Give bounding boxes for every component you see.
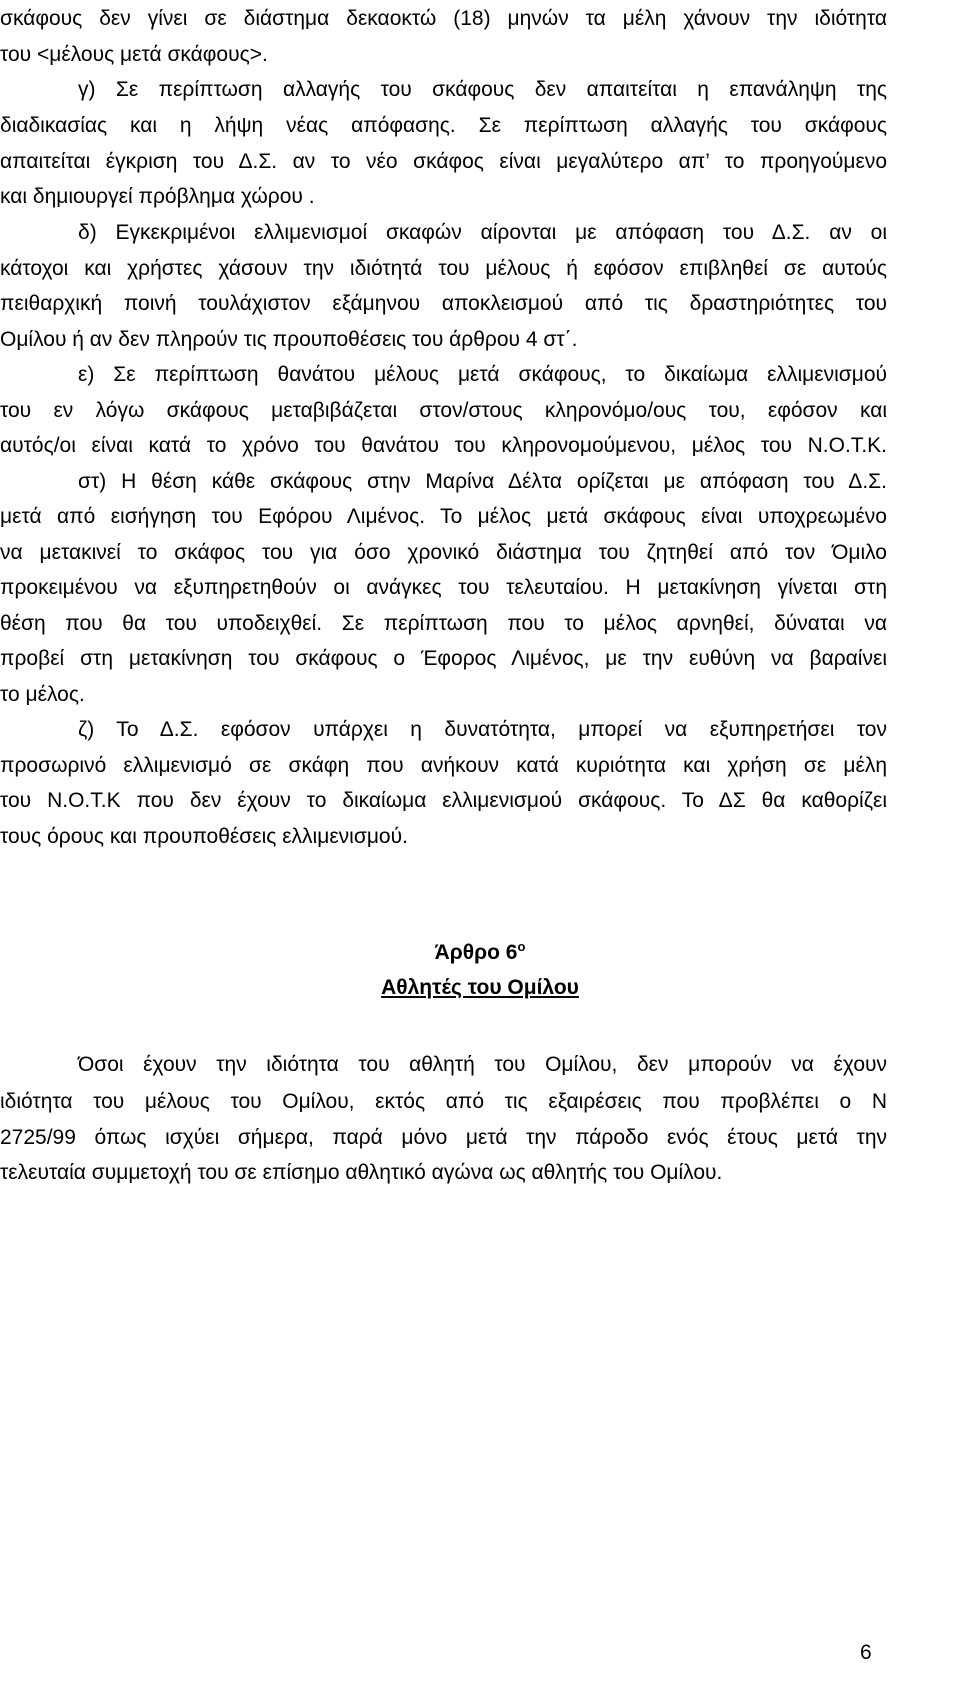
text-line: ιδιότητα του μέλους του Ομίλου, εκτός από τις εξαιρέσεις που προβλέπει ο Ν (0, 1090, 887, 1113)
text-line: προκειμένου να εξυπηρετηθούν οι ανάγκες του τελευταίου. Η μετακίνηση γίνεται στη (0, 576, 887, 599)
text-line: διαδικασίας και η λήψη νέας απόφασης. Σε περίπτωση αλλαγής του σκάφους (0, 114, 887, 137)
text-line: ζ) Το Δ.Σ. εφόσον υπάρχει η δυνατότητα, μπορεί να εξυπηρετήσει τον (78, 718, 887, 741)
text-line: κάτοχοι και χρήστες χάσουν την ιδιότητά του μέλους ή εφόσον επιβληθεί σε αυτούς (0, 257, 887, 280)
article-number-text: Άρθρο 6 (434, 941, 518, 964)
text-line: το μέλος. (0, 683, 85, 706)
text-line: του εν λόγω σκάφους μεταβιβάζεται στον/στους κληρονόμο/ους του, εφόσον και (0, 399, 887, 422)
text-line: να μετακινεί το σκάφος του για όσο χρονικό διάστημα του ζητηθεί από τον Όμιλο (0, 541, 887, 564)
text-line: προσωρινό ελλιμενισμό σε σκάφη που ανήκουν κατά κυριότητα και χρήση σε μέλη (0, 754, 887, 777)
text-line: Ομίλου ή αν δεν πληρούν τις προυποθέσεις του άρθρου 4 στ΄. (0, 328, 578, 351)
text-line: θέση που θα του υποδειχθεί. Σε περίπτωση που το μέλος αρνηθεί, δύναται να (0, 612, 887, 635)
text-line: απαιτείται έγκριση του Δ.Σ. αν το νέο σκάφος είναι μεγαλύτερο απ’ το προηγούμενο (0, 150, 887, 173)
text-line: δ) Εγκεκριμένοι ελλιμενισμοί σκαφών αίρονται με απόφαση του Δ.Σ. αν οι (78, 221, 887, 244)
text-line: αυτός/οι είναι κατά το χρόνο του θανάτου του κληρονομούμενου, μέλος του Ν.Ο.Τ.Κ. (0, 434, 887, 457)
article-title-text: Αθλητές του Ομίλου (381, 976, 579, 999)
text-line: προβεί στη μετακίνηση του σκάφους ο Έφορος Λιμένος, με την ευθύνη να βαραίνει (0, 647, 887, 670)
text-line: στ) Η θέση κάθε σκάφους στην Μαρίνα Δέλτα ορίζεται με απόφαση του Δ.Σ. (78, 470, 887, 493)
text-line: του <μέλους μετά σκάφους>. (0, 43, 268, 66)
page-number: 6 (860, 1641, 872, 1664)
article-number-superscript: ο (517, 939, 526, 954)
text-line: σκάφους δεν γίνει σε διάστημα δεκαοκτώ (18) μηνών τα μέλη χάνουν την ιδιότητα (0, 7, 887, 30)
text-line: 2725/99 όπως ισχύει σήμερα, παρά μόνο μετά την πάροδο ενός έτους μετά την (0, 1126, 887, 1149)
text-line: μετά από εισήγηση του Εφόρου Λιμένος. Το μέλος μετά σκάφους είναι υποχρεωμένο (0, 505, 887, 528)
text-line: ε) Σε περίπτωση θανάτου μέλους μετά σκάφους, το δικαίωμα ελλιμενισμού (78, 363, 887, 386)
text-line: του Ν.Ο.Τ.Κ που δεν έχουν το δικαίωμα ελλιμενισμού σκάφους. Το ΔΣ θα καθορίζει (0, 789, 887, 812)
text-line: Όσοι έχουν την ιδιότητα του αθλητή του Ομίλου, δεν μπορούν να έχουν (78, 1053, 887, 1076)
text-line: τους όρους και προυποθέσεις ελλιμενισμού. (0, 825, 408, 848)
article-title (0, 975, 960, 1001)
article-number (0, 940, 960, 966)
text-line: τελευταία συμμετοχή του σε επίσημο αθλητικό αγώνα ως αθλητής του Ομίλου. (0, 1161, 723, 1184)
text-line: γ) Σε περίπτωση αλλαγής του σκάφους δεν απαιτείται η επανάληψη της (78, 78, 887, 101)
text-line: πειθαρχική ποινή τουλάχιστον εξάμηνου αποκλεισμού από τις δραστηριότητες του (0, 292, 887, 315)
text-line: και δημιουργεί πρόβλημα χώρου . (0, 185, 315, 208)
